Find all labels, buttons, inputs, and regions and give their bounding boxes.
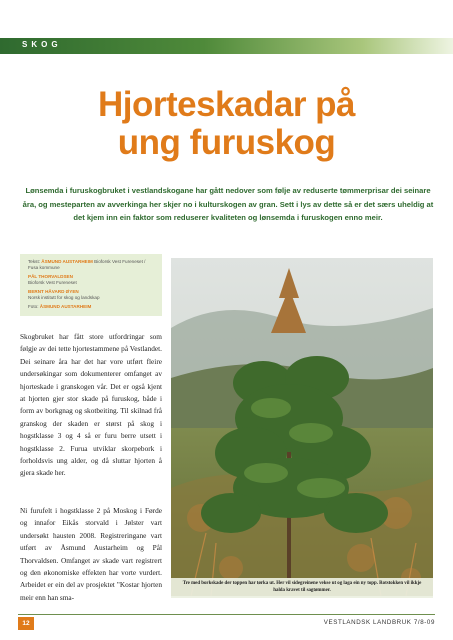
credit-photographer — [28, 304, 154, 310]
article-title-line-2: ung furuskog — [117, 123, 336, 162]
section-strip — [0, 38, 453, 54]
magazine-name: VESTLANDSK LANDBRUK 7/8-09 — [323, 619, 435, 626]
credit-author-2 — [28, 274, 154, 286]
credit-photographer-name: ÅSMUND AUSTARHEIM — [39, 304, 92, 309]
body-paragraph-2: Ni furufelt i hogstklasse 2 på Moskog i Førde og innafor Eikås storvald i Jølster vart undersøkt hausten 2008. Registreringane vart utført av Åsmund Austarheim og Pål Thorvaldsen. Omfanget av skade vart registrert og den økonomiske effekten har vorte vurdert. Arbeidet er ein del av prosjektet "Kostar hjorten meir enn han sma- — [20, 506, 162, 602]
credits-box — [20, 254, 162, 316]
body-paragraph-1: Skogbruket har fått store utfordringar som følgje av dei tette hjortestammene på Vestlandet. Dei seinare åra har det har vore utført fleire undersøkingar som dokumenterer omfanget av hjorteskade i granskogen vår. Det er også kjent at hjorten gjer stor skade på furuskog, både i form av borkgnag og skotbeiting. Til skilnad frå granskog der skaden er størst på skog i hogstklasse 3 og 4 så er furu berre utsett i hogstklasse 2. Furua utviklar skorpebork i forholdsvis ung alder, og då sluttar hjorten å gjera skade her. — [20, 332, 162, 478]
credit-text-label: Tekst: — [28, 259, 40, 264]
credit-author-2-affil: Bioforsk Vest Fureneset — [28, 280, 77, 285]
article-title — [0, 86, 453, 162]
credit-author-1 — [28, 259, 154, 271]
credit-author-3-name: BERNT HÅVARD ØYEN — [28, 289, 79, 294]
pine-photo-illustration — [171, 258, 433, 596]
credit-photo-label: Foto: — [28, 304, 39, 309]
photo-caption: Tre med borkskade der toppen har tørka ut. Her vil sidegreinene vekse ut og laga ein ny topp. Rotstokken vil ikkje halda kravet til sagtømmer. — [171, 578, 433, 598]
credit-author-3-affil: Norsk institutt for skog og landskap — [28, 295, 100, 300]
credit-author-1-affil: Bioforsk Vest Fureneset / Fusa kommune — [28, 259, 146, 270]
page-number: 12 — [18, 617, 34, 630]
credit-author-2-name: PÅL THORVALDSEN — [28, 274, 73, 279]
credit-author-1-name: ÅSMUND AUSTARHEIM — [41, 259, 93, 264]
article-lede: Lønsemda i furuskogbruket i vestlandskogane har gått nedover som følje av reduserte tømmerprisar dei seinare åra, og mesteparten av avverkinga her skjer no i kulturskogen av gran. Sett i lys av dette så er det særs uheldig at det kjem inn ein faktor som reduserer kvaliteten og lønsemda i furuskogen enno meir. — [22, 186, 434, 222]
footer-rule — [18, 614, 435, 615]
pine-photo — [171, 258, 433, 596]
article-title-line-1: Hjorteskadar på — [97, 85, 356, 124]
section-label: SKOG — [22, 40, 62, 49]
credit-author-3 — [28, 289, 154, 301]
